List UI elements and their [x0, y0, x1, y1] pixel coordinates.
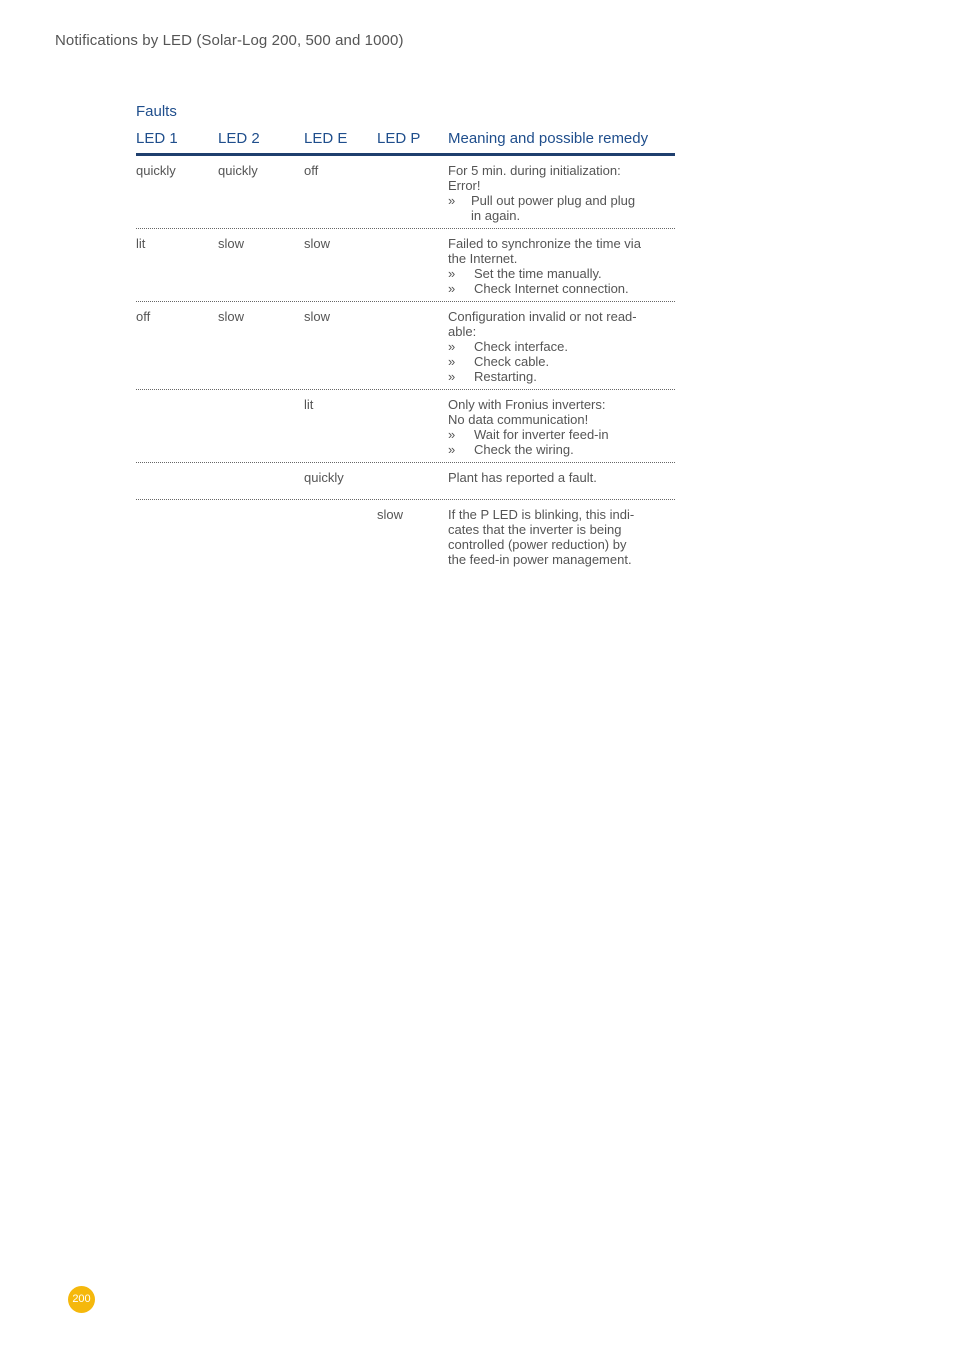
cell-led1: off — [136, 309, 151, 324]
bullet-marker-icon — [448, 208, 471, 223]
section-title: Faults — [136, 103, 177, 120]
cell-meaning — [448, 470, 675, 485]
table-row — [136, 302, 675, 390]
remedy-bullet — [448, 442, 675, 457]
cell-lede: slow — [304, 236, 331, 251]
cell-meaning — [448, 397, 675, 457]
table-row — [136, 156, 675, 229]
remedy-bullet — [448, 369, 675, 384]
cell-lede: quickly — [304, 470, 344, 485]
remedy-bullet — [448, 193, 675, 208]
bullet-marker-icon: » — [448, 427, 456, 442]
bullet-text: in again. — [471, 208, 521, 223]
table-body — [136, 156, 675, 580]
bullet-marker-icon: » — [448, 354, 456, 369]
column-header-lede: LED E — [304, 130, 348, 147]
remedy-bullet — [448, 427, 675, 442]
cell-led2: slow — [218, 236, 245, 251]
remedy-bullet — [448, 266, 675, 281]
column-header-led2: LED 2 — [218, 130, 260, 147]
cell-lede: lit — [304, 397, 314, 412]
cell-led2: quickly — [218, 163, 258, 178]
bullet-text: Pull out power plug and plug — [471, 193, 636, 208]
meaning-text-line: For 5 min. during initialization: — [448, 163, 621, 178]
bullet-marker-icon: » — [448, 193, 456, 208]
bullet-marker-icon: » — [448, 339, 456, 354]
page-number-badge: 200 — [68, 1286, 95, 1313]
column-header-ledp: LED P — [377, 130, 421, 147]
cell-lede: off — [304, 163, 319, 178]
cell-meaning — [448, 163, 675, 223]
cell-meaning — [448, 236, 675, 296]
table-header — [136, 129, 675, 156]
column-header-led1: LED 1 — [136, 130, 178, 147]
cell-meaning — [448, 309, 675, 384]
meaning-text-line: Plant has reported a fault. — [448, 470, 597, 485]
bullet-text: Set the time manually. — [474, 266, 602, 281]
meaning-text-line: Configuration invalid or not read- — [448, 309, 637, 324]
bullet-text: Check Internet connection. — [474, 281, 629, 296]
bullet-text: Check cable. — [474, 354, 550, 369]
meaning-text-line: Only with Fronius inverters: — [448, 397, 606, 412]
bullet-text: Check interface. — [474, 339, 568, 354]
meaning-text-line: Failed to synchronize the time via — [448, 236, 641, 251]
table-row — [136, 463, 675, 500]
table-row — [136, 500, 675, 580]
bullet-text: Check the wiring. — [474, 442, 574, 457]
remedy-bullet — [448, 339, 675, 354]
faults-table — [136, 129, 675, 580]
remedy-bullet — [448, 208, 675, 223]
cell-led2: slow — [218, 309, 245, 324]
page-header: Notifications by LED (Solar-Log 200, 500 and 1000) — [55, 32, 404, 49]
meaning-text-line: able: — [448, 324, 477, 339]
remedy-bullet — [448, 354, 675, 369]
column-header-meaning: Meaning and possible remedy — [448, 130, 649, 147]
bullet-marker-icon: » — [448, 442, 456, 457]
meaning-text-line: the feed-in power management. — [448, 552, 632, 567]
bullet-text: Wait for inverter feed-in — [474, 427, 609, 442]
meaning-text-line: Error! — [448, 178, 481, 193]
cell-meaning — [448, 507, 675, 567]
meaning-text-line: If the P LED is blinking, this indi- — [448, 507, 635, 522]
cell-led1: quickly — [136, 163, 176, 178]
meaning-text-line: cates that the inverter is being — [448, 522, 622, 537]
meaning-text-line: No data communication! — [448, 412, 589, 427]
cell-ledp: slow — [377, 507, 404, 522]
cell-lede: slow — [304, 309, 331, 324]
table-row — [136, 390, 675, 463]
bullet-marker-icon: » — [448, 281, 456, 296]
remedy-bullet — [448, 281, 675, 296]
meaning-text-line: controlled (power reduction) by — [448, 537, 627, 552]
table-row — [136, 229, 675, 302]
cell-led1: lit — [136, 236, 146, 251]
bullet-marker-icon: » — [448, 369, 456, 384]
bullet-text: Restarting. — [474, 369, 537, 384]
bullet-marker-icon: » — [448, 266, 456, 281]
meaning-text-line: the Internet. — [448, 251, 518, 266]
